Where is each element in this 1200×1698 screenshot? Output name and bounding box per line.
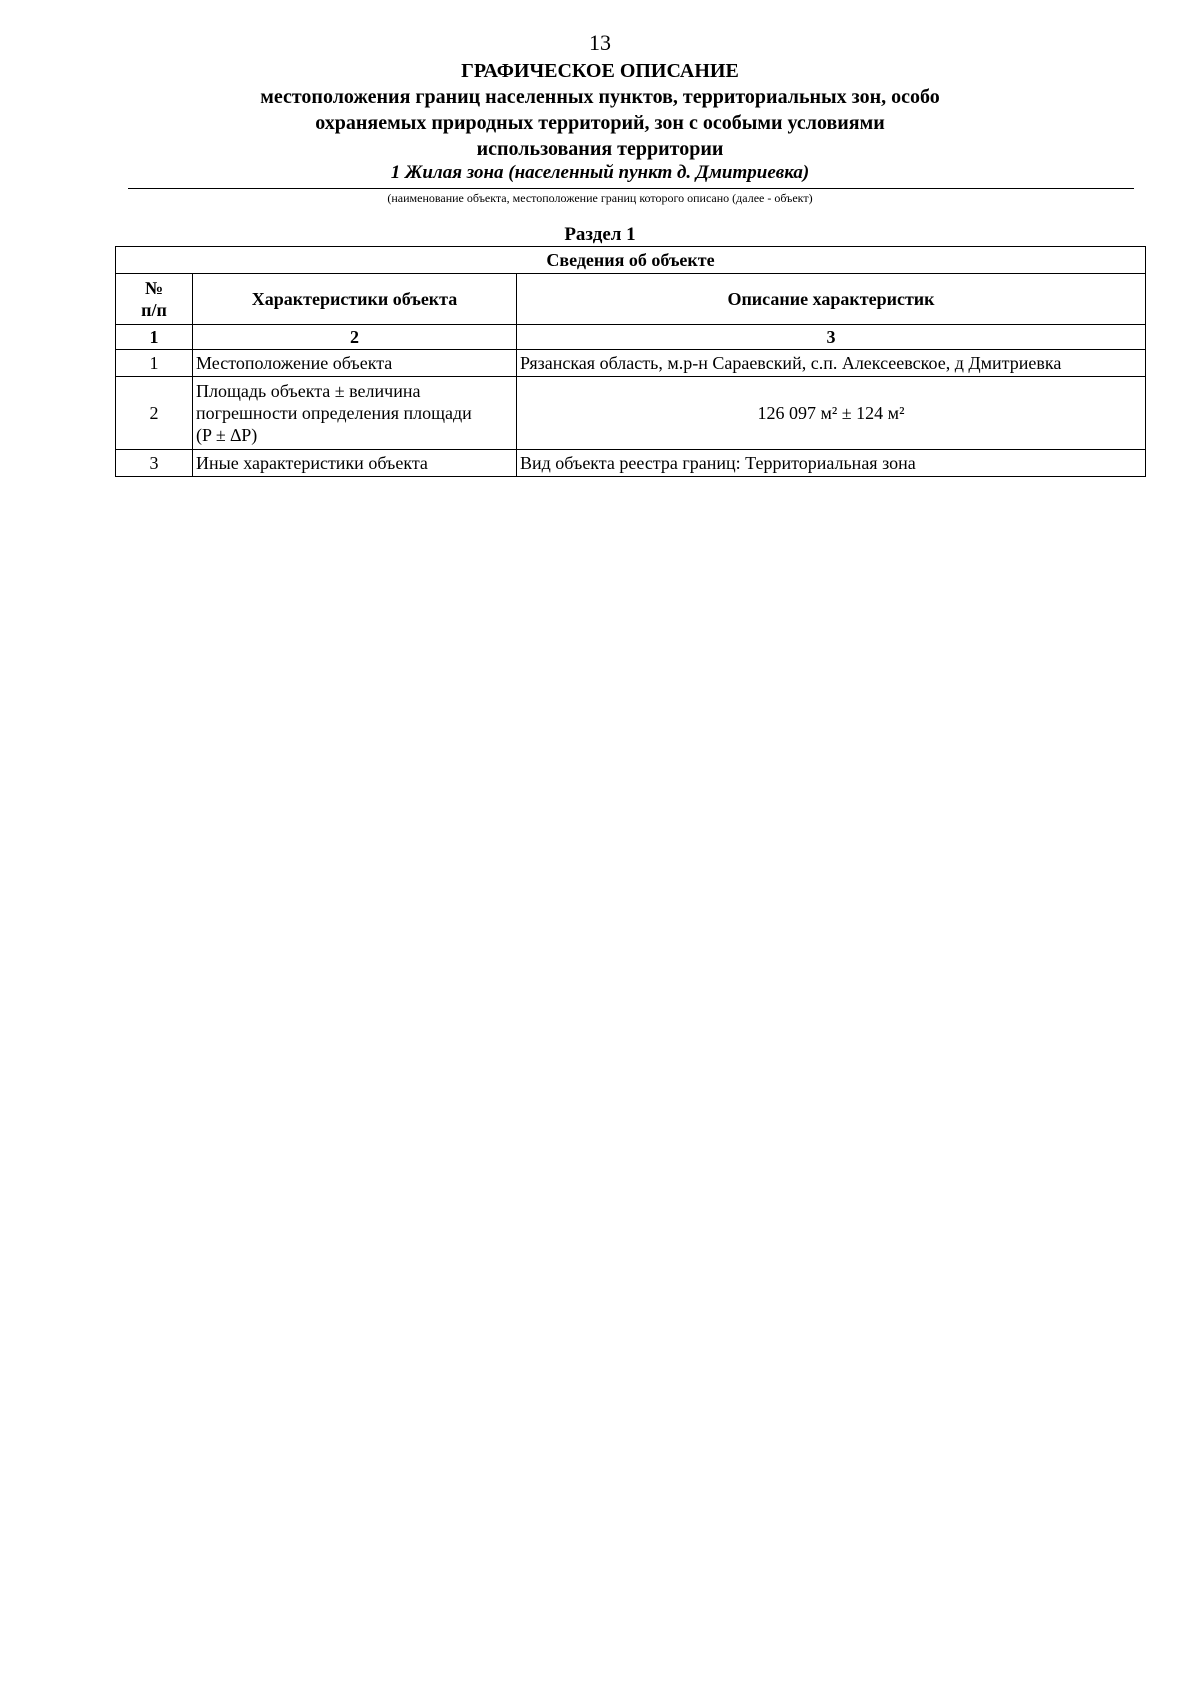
page-number: 13 [589,30,611,55]
row-num: 1 [116,350,193,377]
document-subtitle: местоположения границ населенных пунктов, территориальных зон, особо охраняемых природных территорий, зон с особыми условиями использования территории [260,86,940,160]
row-description: Вид объекта реестра границ: Территориальная зона [517,450,1146,477]
object-info-table [115,246,1146,477]
row-characteristic-line: Площадь объекта ± величина [196,381,421,401]
object-name: 1 Жилая зона (населенный пункт д. Дмитриевка) [390,162,810,183]
row-description: Рязанская область, м.р-н Сараевский, с.п. Алексеевское, д Дмитриевка [517,350,1146,377]
row-num: 2 [116,377,193,450]
table-row [116,450,1146,477]
header-description: Описание характеристик [517,274,1146,325]
object-name-caption: (наименование объекта, местоположение границ которого описано (далее - объект) [387,191,813,205]
table-row [116,350,1146,377]
header-characteristics: Характеристики объекта [193,274,517,325]
document-title: ГРАФИЧЕСКОЕ ОПИСАНИЕ [461,60,739,82]
row-num: 3 [116,450,193,477]
header-num-line1: № [144,278,164,298]
header-num [116,274,193,325]
table-caption-row [116,247,1146,274]
row-characteristic-line: погрешности определения площади [196,403,472,423]
column-index-1: 1 [116,325,193,350]
table-column-index-row [116,325,1146,350]
row-characteristic [193,377,517,450]
table-caption: Сведения об объекте [116,247,1146,274]
row-description: 126 097 м² ± 124 м² [517,377,1146,450]
row-characteristic-line: (P ± ∆P) [196,425,258,445]
row-characteristic: Иные характеристики объекта [193,450,517,477]
header-num-line2: п/п [141,300,167,320]
row-characteristic: Местоположение объекта [193,350,517,377]
column-index-2: 2 [193,325,517,350]
column-index-3: 3 [517,325,1146,350]
section-title: Раздел 1 [564,224,636,245]
table-row [116,377,1146,450]
object-name-underline [128,188,1134,189]
table-header-row [116,274,1146,325]
